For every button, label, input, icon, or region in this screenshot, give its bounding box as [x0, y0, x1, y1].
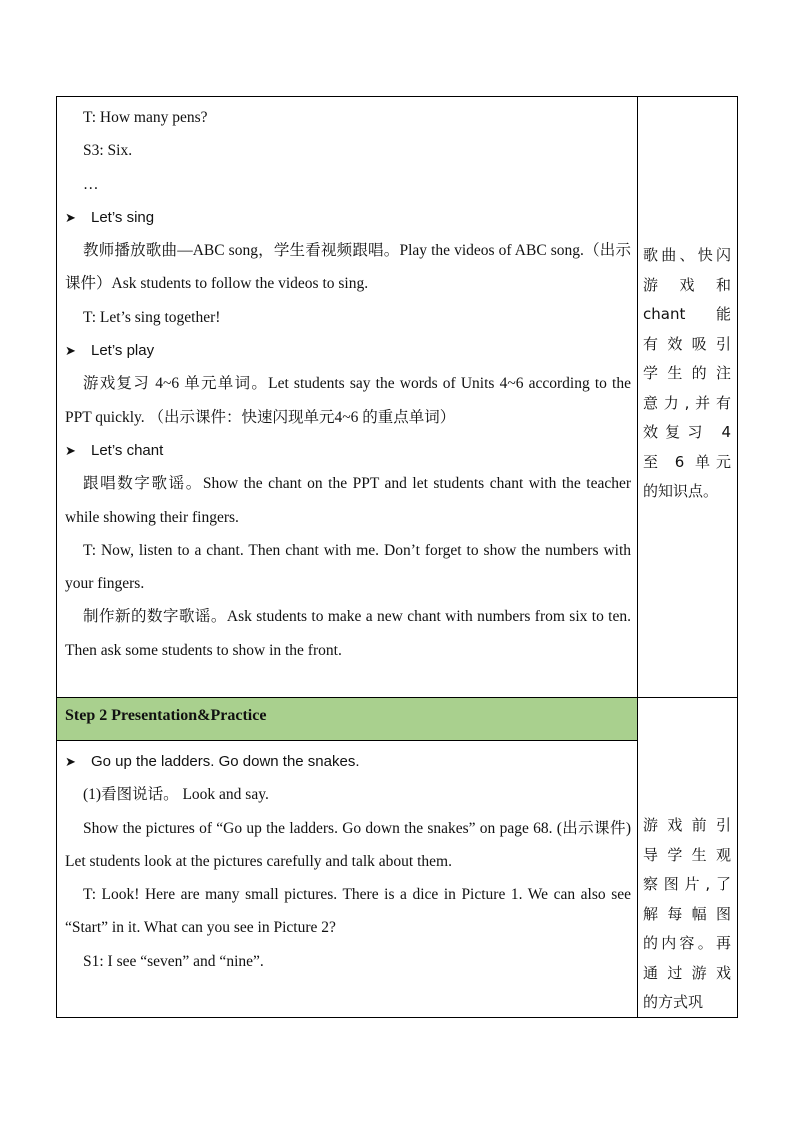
- side-note-line: 效复习 4: [643, 423, 731, 441]
- side-note-line: 意力,并有: [643, 393, 731, 412]
- side-note-line: 歌曲、快闪: [643, 246, 731, 264]
- lesson-plan-table: [56, 96, 738, 1018]
- section1-content: [65, 101, 631, 667]
- arrow-bullet-icon: ➤: [65, 754, 76, 769]
- arrow-bullet-icon: ➤: [65, 209, 76, 225]
- side-note-line: 导学生观: [643, 845, 731, 864]
- step-header-divider: [57, 740, 637, 741]
- bullet-lets-chant: [65, 434, 631, 467]
- side-note-line: 的知识点。: [643, 482, 719, 500]
- side-note-line: 通过游戏: [643, 963, 731, 982]
- side-note-line: 学生的注: [643, 364, 731, 382]
- side-note-line: 游戏前引: [643, 816, 731, 834]
- side-note-line: 的方式巩: [643, 993, 704, 1011]
- bullet-ladders: [65, 745, 631, 778]
- lets-sing-heading: Let’s sing: [91, 208, 155, 226]
- arrow-bullet-icon: ➤: [65, 343, 76, 359]
- side-note-line: 有效吸引: [643, 334, 731, 353]
- section2-side-note: [643, 811, 731, 1018]
- lets-chant-p1: 跟唱数字歌谣。Show the chant on the PPT and let students chant with the teacher while showing their fingers.: [65, 475, 631, 526]
- lets-sing-p2: T: Let’s sing together!: [83, 308, 221, 326]
- intro-line: S3: Six.: [83, 142, 133, 160]
- lets-play-p1: 游戏复习 4~6 单元单词。Let students say the words of Units 4~6 according to the PPT quickly. （出示课件：快速闪现单元4~6 的重点单词）: [65, 375, 631, 426]
- section2-content: [65, 745, 631, 978]
- lets-chant-p3: 制作新的数字歌谣。Ask students to make a new chant with numbers from six to ten. Then ask some students to show in the front.: [65, 608, 631, 659]
- side-note-line: 解每幅图: [643, 904, 731, 923]
- section2-p3: T: Look! Here are many small pictures. There is a dice in Picture 1. We can also see “Start” in it. What can you see in Picture 2?: [65, 886, 631, 937]
- section2-p2: Show the pictures of “Go up the ladders. Go down the snakes” on page 68. (出示课件) Let students look at the pictures carefully and talk about them.: [65, 819, 631, 870]
- step-title: Step 2 Presentation&Practice: [65, 707, 267, 724]
- section1-side-note: [643, 241, 731, 507]
- section2-p4: S1: I see “seven” and “nine”.: [83, 952, 264, 970]
- lets-chant-p2: T: Now, listen to a chant. Then chant with me. Don’t forget to show the numbers with your fingers.: [65, 541, 631, 593]
- side-note-line: chant 能: [643, 305, 731, 323]
- intro-line: T: How many pens?: [83, 109, 208, 126]
- lets-sing-p1: 教师播放歌曲—ABC song，学生看视频跟唱。Play the videos of ABC song.（出示课件）Ask students to follow the videos to sing.: [65, 242, 631, 293]
- bullet-lets-play: [65, 334, 631, 367]
- side-note-line: 至 6 单元: [643, 452, 731, 471]
- side-note-line: 游 戏 和: [643, 275, 731, 294]
- ladders-heading: Go up the ladders. Go down the snakes.: [91, 753, 360, 770]
- lets-chant-heading: Let’s chant: [91, 441, 164, 459]
- section2-p1: (1)看图说话。 Look and say.: [83, 786, 269, 804]
- lets-play-heading: Let’s play: [91, 342, 155, 360]
- side-note-line: 察图片,了: [643, 875, 731, 893]
- bullet-lets-sing: [65, 201, 631, 234]
- column-divider: [637, 97, 638, 1017]
- side-note-line: 的内容。再: [643, 934, 731, 952]
- intro-line: …: [83, 175, 99, 193]
- arrow-bullet-icon: ➤: [65, 442, 76, 458]
